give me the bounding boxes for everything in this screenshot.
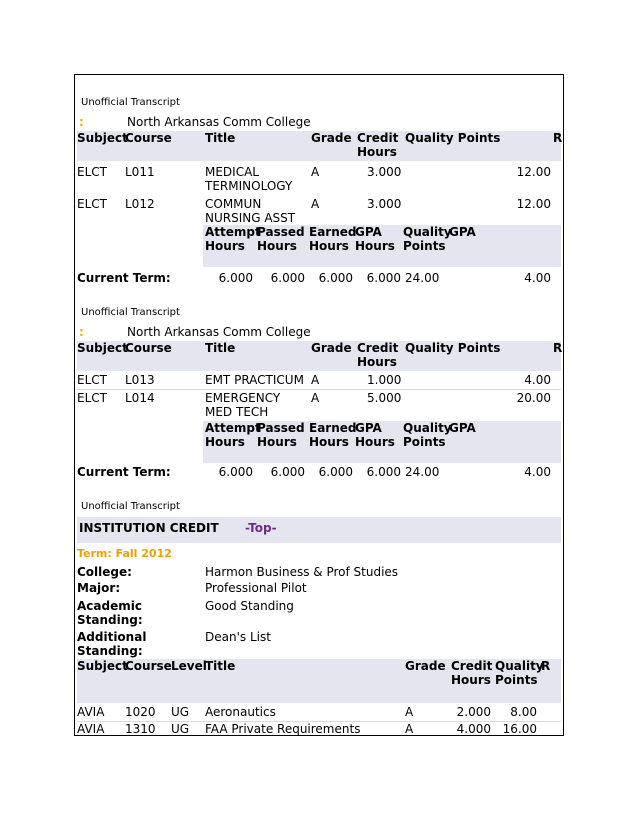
row-title: FAA Private Requirements [205, 722, 361, 736]
total-gpa-hours: 6.000 [366, 271, 401, 285]
row-course: L011 [125, 165, 155, 179]
header-gpa-hours: GPA Hours [355, 225, 395, 253]
row-credit-hours: 2.000 [456, 705, 491, 719]
total-earned-hours: 6.000 [318, 271, 353, 285]
academic-standing-label: Academic Standing: [77, 599, 143, 627]
row-title: MEDICAL TERMINOLOGY [205, 165, 293, 193]
row-grade: A [311, 165, 320, 179]
header-quality-points: Quality Points [405, 131, 501, 145]
header-passed-hours: Passed Hours [257, 421, 305, 449]
section-label: Unofficial Transcript [81, 97, 180, 108]
row-level: UG [171, 705, 190, 719]
total-quality-points: 24.00 [405, 271, 440, 285]
major-label: Major: [77, 581, 121, 595]
header-attempt-hours: Attempt Hours [205, 421, 261, 449]
course-table-header [77, 131, 561, 161]
header-earned-hours: Earned Hours [309, 225, 357, 253]
header-grade: Grade [405, 659, 446, 673]
header-title: Title [205, 131, 236, 145]
header-grade: Grade [311, 131, 352, 145]
row-subject: ELCT [77, 373, 107, 387]
header-quality-points: Quality Points [403, 421, 452, 449]
row-subject: ELCT [77, 197, 107, 211]
header-gpa: GPA [449, 225, 476, 239]
header-grade: Grade [311, 341, 352, 355]
header-gpa-hours: GPA Hours [355, 421, 395, 449]
row-grade: A [405, 722, 414, 736]
row-quality-points: 4.00 [524, 373, 551, 387]
header-r: R [553, 131, 563, 145]
row-course: 1020 [125, 705, 156, 719]
row-quality-points: 12.00 [516, 165, 551, 179]
college-value: Harmon Business & Prof Studies [205, 565, 399, 579]
total-gpa-hours: 6.000 [366, 465, 401, 479]
row-grade: A [311, 197, 320, 211]
row-subject: AVIA [77, 705, 105, 719]
section-label: Unofficial Transcript [81, 307, 180, 318]
total-earned-hours: 6.000 [318, 465, 353, 479]
row-level: UG [171, 722, 190, 736]
current-term-label: Current Term: [77, 465, 171, 479]
header-title: Title [205, 341, 236, 355]
school-name: North Arkansas Comm College [127, 115, 311, 129]
header-quality-points: Quality Points [403, 225, 452, 253]
header-earned-hours: Earned Hours [309, 421, 357, 449]
header-course: Course [125, 341, 172, 355]
header-passed-hours: Passed Hours [257, 225, 305, 253]
header-course: Course [125, 131, 172, 145]
row-credit-hours: 3.000 [367, 165, 402, 179]
institution-course-header [77, 659, 561, 703]
header-level: Level [171, 659, 207, 673]
header-credit-hours: Credit Hours [357, 341, 399, 369]
header-attempt-hours: Attempt Hours [205, 225, 261, 253]
total-quality-points: 24.00 [405, 465, 440, 479]
row-quality-points: 16.00 [502, 722, 537, 736]
row-divider [77, 389, 561, 390]
section-label: Unofficial Transcript [81, 501, 180, 512]
current-term-label: Current Term: [77, 271, 171, 285]
header-r: R [541, 659, 551, 673]
top-link[interactable]: -Top- [245, 521, 277, 535]
row-credit-hours: 1.000 [367, 373, 402, 387]
row-title: EMT PRACTICUM [205, 373, 304, 387]
header-r: R [553, 341, 563, 355]
row-course: L012 [125, 197, 155, 211]
row-subject: AVIA [77, 722, 105, 736]
school-name: North Arkansas Comm College [127, 325, 311, 339]
row-quality-points: 20.00 [516, 391, 551, 405]
colon-marker: : [79, 115, 84, 129]
header-credit-hours: Credit Hours [451, 659, 493, 687]
row-course: L014 [125, 391, 155, 405]
colon-marker: : [79, 325, 84, 339]
total-attempt-hours: 6.000 [218, 271, 253, 285]
term-heading: Term: Fall 2012 [77, 547, 172, 560]
college-label: College: [77, 565, 132, 579]
row-title: EMERGENCY MED TECH [205, 391, 281, 419]
row-quality-points: 12.00 [516, 197, 551, 211]
additional-standing-value: Dean's List [205, 630, 271, 644]
institution-credit-heading: INSTITUTION CREDIT [79, 521, 219, 535]
gpa-header [203, 225, 561, 267]
header-course: Course [125, 659, 172, 673]
row-quality-points: 8.00 [510, 705, 537, 719]
header-quality-points: Quality Points [405, 341, 501, 355]
row-credit-hours: 3.000 [367, 197, 402, 211]
header-credit-hours: Credit Hours [357, 131, 399, 159]
major-value: Professional Pilot [205, 581, 307, 595]
transcript-frame [74, 74, 564, 736]
header-gpa: GPA [449, 421, 476, 435]
additional-standing-label: Additional Standing: [77, 630, 147, 658]
row-subject: ELCT [77, 391, 107, 405]
total-gpa: 4.00 [524, 465, 551, 479]
course-table-header [77, 341, 561, 371]
row-title: Aeronautics [205, 705, 276, 719]
row-course: L013 [125, 373, 155, 387]
row-credit-hours: 4.000 [456, 722, 491, 736]
header-subject: Subject [77, 341, 128, 355]
header-quality-points: Quality Points [495, 659, 544, 687]
total-gpa: 4.00 [524, 271, 551, 285]
total-passed-hours: 6.000 [270, 465, 305, 479]
header-title: Title [205, 659, 236, 673]
institution-credit-bar [77, 517, 561, 543]
total-passed-hours: 6.000 [270, 271, 305, 285]
header-subject: Subject [77, 131, 128, 145]
row-subject: ELCT [77, 165, 107, 179]
gpa-header [203, 421, 561, 463]
header-subject: Subject [77, 659, 128, 673]
row-course: 1310 [125, 722, 156, 736]
total-attempt-hours: 6.000 [218, 465, 253, 479]
row-title: COMMUN NURSING ASST [205, 197, 296, 225]
row-grade: A [405, 705, 414, 719]
row-grade: A [311, 373, 320, 387]
row-credit-hours: 5.000 [367, 391, 402, 405]
academic-standing-value: Good Standing [205, 599, 294, 613]
row-grade: A [311, 391, 320, 405]
